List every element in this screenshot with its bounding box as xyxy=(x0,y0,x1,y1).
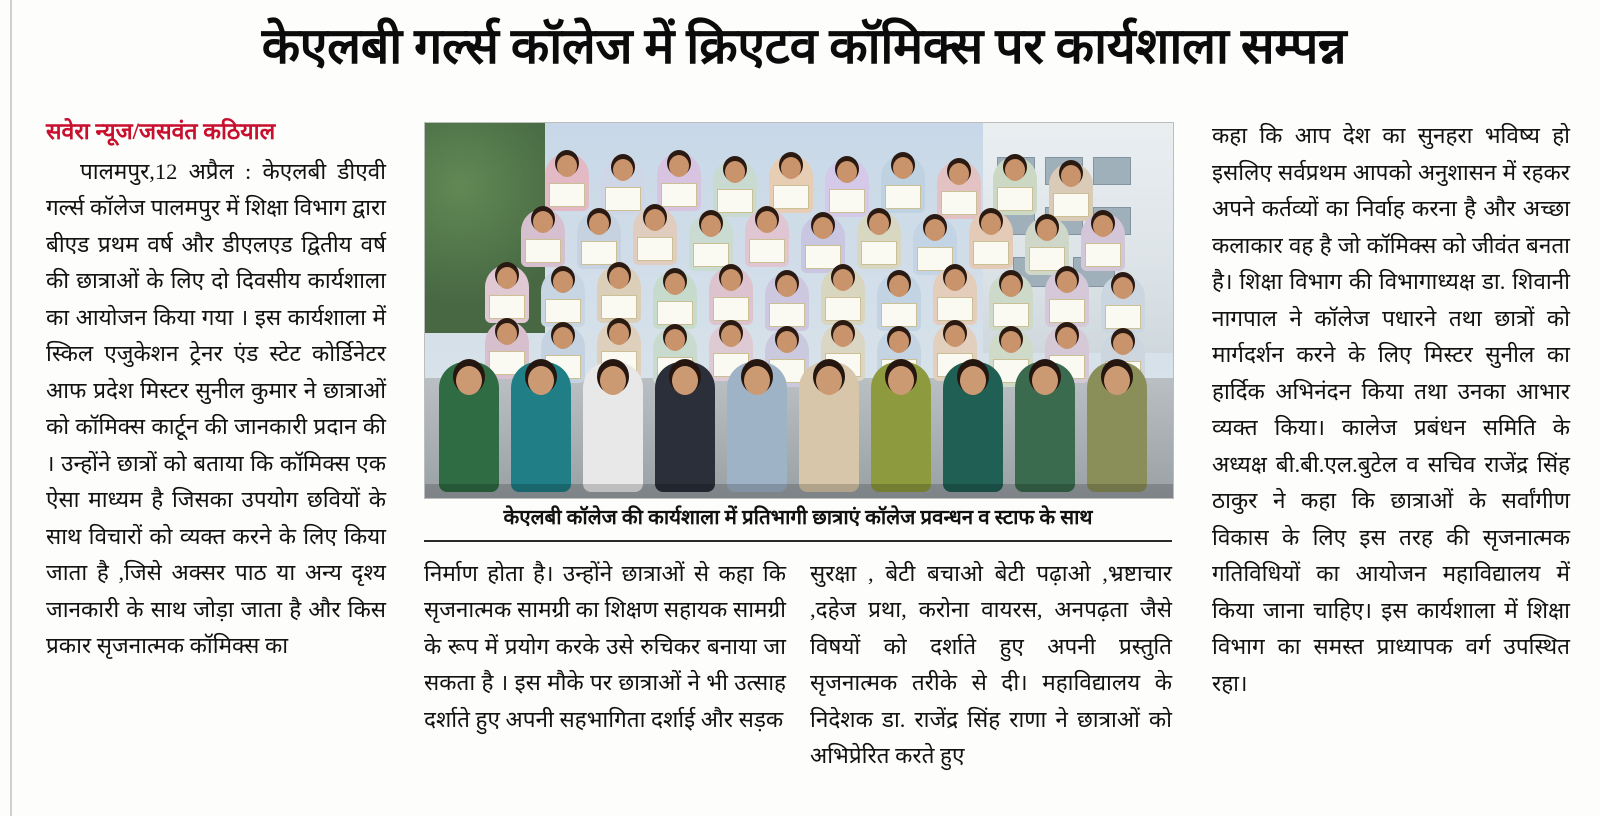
group-photo-image xyxy=(424,122,1174,499)
photo-caption: केएलबी कॉलेज की कार्यशाला में प्रतिभागी छात्राएं कॉलेज प्रवन्धन व स्टाफ के साथ xyxy=(424,506,1172,542)
photo-bottom-shadow xyxy=(425,484,1173,498)
article xyxy=(28,0,1580,816)
column-4-text: कहा कि आप देश का सुनहरा भविष्य हो इसलिए सर्वप्रथम आपको अनुशासन में रहकर अपने कर्तव्यों का निर्वाह करना है और अच्छा कलाकार वह है जो कॉमिक्स को जीवंत बनता है। शिक्षा विभाग की विभागाध्यक्ष डा. शिवानी नागपाल ने कॉलेज पधारने तथा छात्रों को मार्गदर्शन करने के लिए मिस्टर सुनील का हार्दिक अभिनंदन किया तथा उनका आभार व्यक्त किया। कालेज प्रबंधन समिति के अध्यक्ष बी.बी.एल.बुटेल व सचिव राजेंद्र सिंह ठाकुर ने कहा कि छात्राओं के सर्वांगीण विकास के लिए इस तरह की सृजनात्मक गतिविधियों का आयोजन महाविद्यालय में किया जाना चाहिए। इस कार्यशाला में शिक्षा विभाग का समस्त प्राध्यापक वर्ग उपस्थित रहा। xyxy=(1212,123,1570,696)
column-3-text: सुरक्षा , बेटी बचाओ बेटी पढ़ाओ ,भ्रष्टाचार ,दहेज प्रथा, करोना वायरस, अनपढ़ता जैसे विषयों को दर्शाते हुए अपनी प्रस्तुति सृजनात्मक तरीके से दी। महाविद्यालय के निदेशक डा. राजेंद्र सिंह राणा ने छात्राओं को अभिप्रेरित करते हुए xyxy=(810,560,1172,769)
column-2-text: निर्माण होता है। उन्होंने छात्राओं से कहा कि सृजनात्मक सामग्री का शिक्षण सहायक सामग्री के रूप में प्रयोग करके उसे रुचिकर बनाया जा सकता है । इस मौके पर छात्राओं ने भी उत्साह दर्शाते हुए अपनी सहभागिता दर्शाई और सड़क xyxy=(424,560,786,732)
page-left-rule xyxy=(10,0,12,816)
column-2 xyxy=(424,556,786,775)
photo-block xyxy=(424,122,1172,775)
column-1-text: पालमपुर,12 अप्रैल : केएलबी डीएवी गर्ल्स कॉलेज पालमपुर में शिक्षा विभाग द्वारा बीएड प्रथम वर्ष और डीएलएड द्वितीय वर्ष की छात्राओं के लिए दो दिवसीय कार्यशाला का आयोजन किया गया । इस कार्यशाला में स्किल एजुकेशन ट्रेनर एंड स्टेट कोर्डिनेटर आफ प्रदेश मिस्टर सुनील कुमार ने छात्राओं को कॉमिक्स कार्टून की जानकारी प्रदान की । उन्होंने छात्रों को बताया कि कॉमिक्स एक ऐसा माध्यम है जिसका उपयोग छवियों के साथ विचारों को व्यक्त करने के लिए किया जाता है ,जिसे अक्सर पाठ या अन्य दृश्य जानकारी के साथ जोड़ा जाता है और किस प्रकार सृजनात्मक कॉमिक्स का xyxy=(46,158,386,659)
column-3 xyxy=(810,556,1172,775)
page-title: केएलबी गर्ल्स कॉलेज में क्रिएटव कॉमिक्स पर कार्यशाला सम्पन्न xyxy=(261,18,1347,74)
byline: सवेरा न्यूज/जसवंत कठियाल xyxy=(46,119,276,144)
column-4 xyxy=(1190,118,1580,816)
middle-text-columns xyxy=(424,556,1172,775)
column-1 xyxy=(28,118,408,816)
